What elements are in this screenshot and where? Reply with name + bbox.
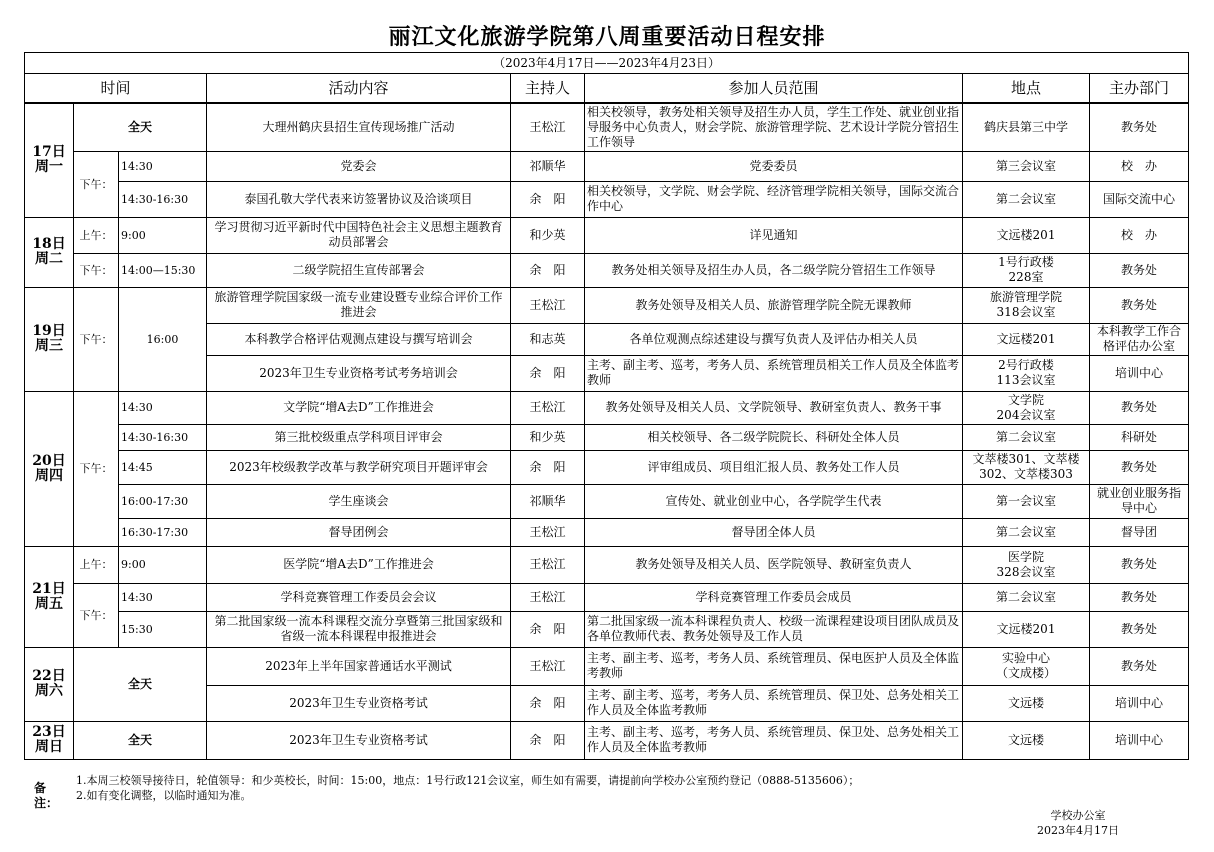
location-text: 2号行政楼 113会议室	[963, 355, 1090, 391]
location-text: 鹤庆县第三中学	[963, 103, 1090, 151]
table-row	[25, 391, 1189, 424]
table-row	[25, 217, 1189, 253]
page-title: 丽江文化旅游学院第八周重要活动日程安排	[388, 24, 826, 50]
table-row	[25, 647, 1189, 685]
organizer-text: 教务处	[1090, 287, 1189, 323]
participants-text: 宣传处、就业创业中心，各学院学生代表	[585, 484, 963, 518]
activity-content: 学习贯彻习近平新时代中国特色社会主义思想主题教育动员部署会	[207, 217, 511, 253]
note-line-2: 2.如有变化调整，以临时通知为准。	[76, 789, 252, 802]
organizer-text: 本科教学工作合格评估办公室	[1090, 323, 1189, 355]
activity-content: 旅游管理学院国家级一流专业建设暨专业综合评价工作推进会	[207, 287, 511, 323]
participants-text: 党委委员	[585, 151, 963, 181]
time-text: 15:30	[119, 611, 207, 647]
time-text: 14:30	[119, 391, 207, 424]
participants-text: 详见通知	[585, 217, 963, 253]
location-text: 第二会议室	[963, 424, 1090, 450]
header-time: 时间	[25, 74, 207, 104]
organizer-text: 科研处	[1090, 424, 1189, 450]
location-text: 旅游管理学院 318会议室	[963, 287, 1090, 323]
activity-content: 2023年校级教学改革与教学研究项目开题评审会	[207, 450, 511, 484]
table-row	[25, 611, 1189, 647]
host-name: 余 阳	[511, 355, 585, 391]
host-name: 和志英	[511, 323, 585, 355]
organizer-text: 校 办	[1090, 217, 1189, 253]
organizer-text: 教务处	[1090, 450, 1189, 484]
host-name: 余 阳	[511, 253, 585, 287]
activity-content: 文学院“增A去D”工作推进会	[207, 391, 511, 424]
notes-label: 备注：	[34, 781, 59, 810]
host-name: 王松江	[511, 647, 585, 685]
organizer-text: 就业创业服务指导中心	[1090, 484, 1189, 518]
organizer-text: 校 办	[1090, 151, 1189, 181]
organizer-text: 培训中心	[1090, 685, 1189, 721]
location-text: 文远楼201	[963, 611, 1090, 647]
participants-text: 评审组成员、项目组汇报人员、教务处工作人员	[585, 450, 963, 484]
organizer-text: 教务处	[1090, 253, 1189, 287]
table-row	[25, 287, 1189, 323]
location-text: 文学院 204会议室	[963, 391, 1090, 424]
participants-text: 主考、副主考、巡考，考务人员、系统管理员、保电医护人员及全体监考教师	[585, 647, 963, 685]
participants-text: 各单位观测点综述建设与撰写负责人及评估办相关人员	[585, 323, 963, 355]
participants-text: 相关校领导，文学院、财会学院、经济管理学院相关领导，国际交流合作中心	[585, 181, 963, 217]
table-row	[25, 253, 1189, 287]
activity-content: 2023年卫生专业资格考试	[207, 721, 511, 759]
time-text: 9:00	[119, 546, 207, 583]
activity-content: 学科竞赛管理工作委员会会议	[207, 583, 511, 611]
afternoon-label: 下午：	[74, 253, 119, 287]
activity-content: 第二批国家级一流本科课程交流分享暨第三批国家级和省级一流本科课程申报推进会	[207, 611, 511, 647]
header-host: 主持人	[511, 74, 585, 104]
host-name: 王松江	[511, 583, 585, 611]
activity-content: 2023年卫生专业资格考试考务培训会	[207, 355, 511, 391]
host-name: 和少英	[511, 424, 585, 450]
participants-text: 主考、副主考、巡考，考务人员、系统管理员、保卫处、总务处相关工作人员及全体监考教师	[585, 721, 963, 759]
morning-label: 上午：	[74, 546, 119, 583]
header-organizer: 主办部门	[1090, 74, 1189, 104]
location-text: 第二会议室	[963, 181, 1090, 217]
time-text: 16:00	[119, 287, 207, 391]
header-content: 活动内容	[207, 74, 511, 104]
location-text: 文远楼	[963, 685, 1090, 721]
afternoon-label: 下午：	[74, 287, 119, 391]
table-row	[25, 583, 1189, 611]
host-name: 余 阳	[511, 450, 585, 484]
time-text: 14:30-16:30	[119, 181, 207, 217]
organizer-text: 教务处	[1090, 103, 1189, 151]
activity-content: 2023年卫生专业资格考试	[207, 685, 511, 721]
time-text: 16:00-17:30	[119, 484, 207, 518]
signature-date: 2023年4月17日	[1037, 824, 1119, 837]
host-name: 余 阳	[511, 181, 585, 217]
afternoon-label: 下午：	[74, 151, 119, 217]
schedule-table	[24, 52, 1189, 760]
table-row	[25, 721, 1189, 759]
activity-content: 二级学院招生宣传部署会	[207, 253, 511, 287]
location-text: 第二会议室	[963, 583, 1090, 611]
host-name: 王松江	[511, 518, 585, 546]
all-day-label: 全天	[74, 103, 207, 151]
host-name: 王松江	[511, 546, 585, 583]
table-row	[25, 151, 1189, 181]
time-text: 14:30	[119, 151, 207, 181]
time-text: 14:30-16:30	[119, 424, 207, 450]
activity-content: 党委会	[207, 151, 511, 181]
host-name: 王松江	[511, 391, 585, 424]
host-name: 余 阳	[511, 611, 585, 647]
note-line-1: 1.本周三校领导接待日，轮值领导：和少英校长，时间：15:00，地点：1号行政121会议室，师生如有需要，请提前向学校办公室预约登记（0888-5135606）；	[76, 774, 860, 787]
host-name: 王松江	[511, 103, 585, 151]
activity-content: 本科教学合格评估观测点建设与撰写培训会	[207, 323, 511, 355]
date-range: （2023年4月17日——2023年4月23日）	[25, 53, 1189, 74]
location-text: 文远楼201	[963, 323, 1090, 355]
time-text: 14:45	[119, 450, 207, 484]
time-text: 14:30	[119, 583, 207, 611]
header-row	[25, 74, 1189, 104]
organizer-text: 培训中心	[1090, 721, 1189, 759]
activity-content: 督导团例会	[207, 518, 511, 546]
table-row	[25, 546, 1189, 583]
all-day-label: 全天	[74, 647, 207, 721]
table-row	[25, 518, 1189, 546]
organizer-text: 教务处	[1090, 546, 1189, 583]
location-text: 第二会议室	[963, 518, 1090, 546]
participants-text: 相关校领导、各二级学院院长、科研处全体人员	[585, 424, 963, 450]
time-text: 14:00—15:30	[119, 253, 207, 287]
participants-text: 相关校领导，教务处相关领导及招生办人员，学生工作处、就业创业指导服务中心负责人，财会学院、旅游管理学院、艺术设计学院分管招生工作领导	[585, 103, 963, 151]
activity-content: 泰国孔敬大学代表来访签署协议及洽谈项目	[207, 181, 511, 217]
all-day-label: 全天	[74, 721, 207, 759]
activity-content: 学生座谈会	[207, 484, 511, 518]
table-row	[25, 424, 1189, 450]
activity-content: 第三批校级重点学科项目评审会	[207, 424, 511, 450]
location-text: 文远楼201	[963, 217, 1090, 253]
time-text: 9:00	[119, 217, 207, 253]
location-text: 第一会议室	[963, 484, 1090, 518]
organizer-text: 教务处	[1090, 647, 1189, 685]
organizer-text: 教务处	[1090, 391, 1189, 424]
afternoon-label: 下午：	[74, 583, 119, 647]
location-text: 实验中心 （文成楼）	[963, 647, 1090, 685]
participants-text: 主考、副主考、巡考，考务人员、系统管理员、保卫处、总务处相关工作人员及全体监考教师	[585, 685, 963, 721]
activity-content: 医学院“增A去D”工作推进会	[207, 546, 511, 583]
location-text: 第三会议室	[963, 151, 1090, 181]
participants-text: 主考、副主考、巡考，考务人员、系统管理员相关工作人员及全体监考教师	[585, 355, 963, 391]
participants-text: 教务处相关领导及招生办人员，各二级学院分管招生工作领导	[585, 253, 963, 287]
time-text: 16:30-17:30	[119, 518, 207, 546]
organizer-text: 督导团	[1090, 518, 1189, 546]
header-participants: 参加人员范围	[585, 74, 963, 104]
participants-text: 学科竞赛管理工作委员会成员	[585, 583, 963, 611]
organizer-text: 教务处	[1090, 611, 1189, 647]
host-name: 王松江	[511, 287, 585, 323]
host-name: 余 阳	[511, 685, 585, 721]
activity-content: 2023年上半年国家普通话水平测试	[207, 647, 511, 685]
participants-text: 教务处领导及相关人员、旅游管理学院全院无课教师	[585, 287, 963, 323]
day-cell-21: 21日 周五	[25, 546, 74, 647]
day-cell-20: 20日 周四	[25, 391, 74, 546]
signature-block	[1032, 808, 1124, 838]
host-name: 祁顺华	[511, 151, 585, 181]
day-cell-19: 19日 周三	[25, 287, 74, 391]
location-text: 文萃楼301、文萃楼302、文萃楼303	[963, 450, 1090, 484]
table-row	[25, 450, 1189, 484]
day-cell-17: 17日 周一	[25, 103, 74, 217]
participants-text: 教务处领导及相关人员、医学院领导、教研室负责人	[585, 546, 963, 583]
signature-office: 学校办公室	[1050, 809, 1106, 822]
participants-text: 第二批国家级一流本科课程负责人、校级一流课程建设项目团队成员及各单位教师代表、教务处领导及工作人员	[585, 611, 963, 647]
host-name: 余 阳	[511, 721, 585, 759]
morning-label: 上午：	[74, 217, 119, 253]
location-text: 1号行政楼 228室	[963, 253, 1090, 287]
organizer-text: 教务处	[1090, 583, 1189, 611]
participants-text: 督导团全体人员	[585, 518, 963, 546]
day-cell-18: 18日 周二	[25, 217, 74, 287]
table-row	[25, 103, 1189, 151]
organizer-text: 培训中心	[1090, 355, 1189, 391]
host-name: 和少英	[511, 217, 585, 253]
location-text: 文远楼	[963, 721, 1090, 759]
organizer-text: 国际交流中心	[1090, 181, 1189, 217]
location-text: 医学院 328会议室	[963, 546, 1090, 583]
table-row	[25, 484, 1189, 518]
header-location: 地点	[963, 74, 1090, 104]
table-row	[25, 181, 1189, 217]
day-cell-23: 23日 周日	[25, 721, 74, 759]
participants-text: 教务处领导及相关人员、文学院领导、教研室负责人、教务干事	[585, 391, 963, 424]
activity-content: 大理州鹤庆县招生宣传现场推广活动	[207, 103, 511, 151]
day-cell-22: 22日 周六	[25, 647, 74, 721]
afternoon-label: 下午：	[74, 391, 119, 546]
host-name: 祁顺华	[511, 484, 585, 518]
